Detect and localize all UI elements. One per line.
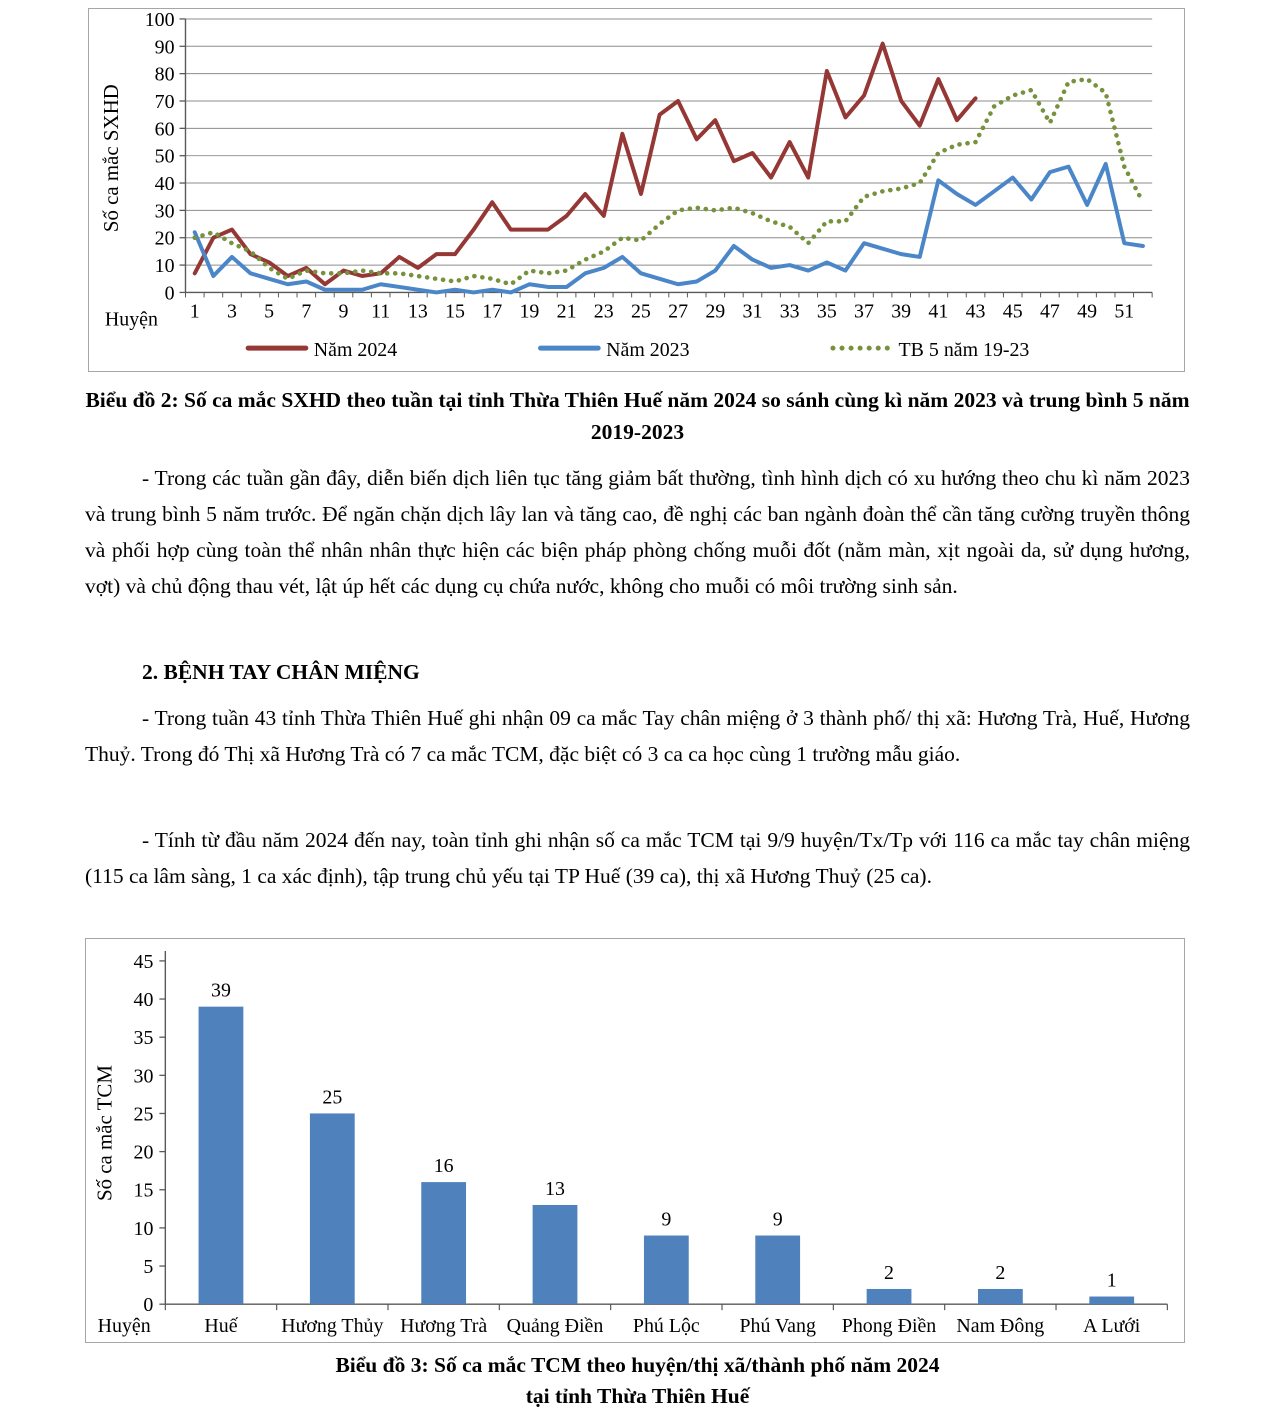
tcm-district-bar-chart [85, 938, 1185, 1343]
y-tick-label: 30 [154, 200, 175, 223]
bar-value-label: 1 [1106, 1269, 1117, 1292]
y-tick-label: 40 [154, 173, 175, 196]
tcm-bar-chart-svg [86, 939, 1184, 1342]
bar-3 [533, 1205, 578, 1304]
y-tick-label: 100 [144, 9, 175, 31]
y-tick-label: 5 [143, 1256, 154, 1279]
x-tick-label: 17 [482, 300, 503, 323]
x-tick-label: 49 [1077, 300, 1098, 323]
x-tick-label: 47 [1039, 300, 1060, 323]
y-tick-label: 0 [164, 282, 175, 305]
y-tick-label: 70 [154, 90, 175, 113]
bar-value-label: 13 [545, 1178, 565, 1201]
x-tick-label: 5 [264, 300, 275, 323]
category-label: Hương Trà [400, 1315, 488, 1338]
x-tick-label: 7 [301, 300, 312, 323]
legend-label-nam-2023: Năm 2023 [606, 339, 690, 362]
bar-6 [867, 1289, 912, 1304]
y-tick-label: 10 [133, 1217, 154, 1240]
x-tick-label: 33 [779, 300, 800, 323]
y-tick-label: 0 [143, 1294, 154, 1317]
x-axis-title: Huyện [104, 308, 158, 331]
category-label: Quảng Điền [506, 1315, 604, 1338]
y-tick-label: 80 [154, 63, 175, 86]
category-label: A Lưới [1083, 1315, 1141, 1338]
x-tick-label: 39 [891, 300, 912, 323]
y-tick-label: 10 [154, 255, 175, 278]
x-tick-label: 15 [445, 300, 465, 323]
x-tick-label: 1 [189, 300, 200, 323]
y-tick-label: 20 [154, 227, 175, 250]
bar-4 [644, 1236, 689, 1305]
y-tick-label: 35 [133, 1027, 154, 1050]
x-tick-label: 11 [371, 300, 391, 323]
category-label: Phong Điền [841, 1315, 937, 1338]
bar-value-label: 9 [661, 1208, 672, 1231]
x-tick-label: 27 [668, 300, 689, 323]
bar-5 [755, 1236, 800, 1305]
bar-value-label: 2 [995, 1261, 1006, 1284]
y-axis-title: Số ca mắc TCM [92, 1065, 117, 1201]
y-tick-label: 45 [133, 950, 154, 973]
y-tick-label: 90 [154, 36, 175, 59]
bar-value-label: 9 [772, 1208, 783, 1231]
category-label: Phú Lộc [632, 1315, 700, 1338]
bar-value-label: 16 [433, 1155, 454, 1178]
chart3-caption-line2: tại tỉnh Thừa Thiên Huế [525, 1384, 750, 1408]
dengue-weekly-line-chart [88, 8, 1185, 372]
x-tick-label: 31 [742, 300, 763, 323]
x-tick-label: 41 [928, 300, 949, 323]
bar-2 [421, 1182, 466, 1304]
chart3-caption [85, 1350, 1190, 1412]
dengue-paragraph: - Trong các tuần gần đây, diễn biến dịch liên tục tăng giảm bất thường, tình hình dịch có xu hướng theo chu kì năm 2023 và trung bình 5 năm trước. Để ngăn chặn dịch lây lan và tăng cao, đề nghị các ban ngành đoàn thể cần tăng cường truyền thông và phối hợp cùng toàn thể nhân nhân thực hiện các biện pháp phòng chống muỗi đốt (nằm màn, xịt ngoài da, sử dụng hương, vợt) và chủ động thau vét, lật úp hết các dụng cụ chứa nước, không cho muỗi có môi trường sinh sản. [85, 466, 1190, 598]
dengue-line-chart-svg [89, 9, 1184, 371]
chart2-caption: Biểu đồ 2: Số ca mắc SXHD theo tuần tại tỉnh Thừa Thiên Huế năm 2024 so sánh cùng kì năm 2023 và trung bình 5 năm 2019-2023 [85, 388, 1190, 444]
x-tick-label: 29 [705, 300, 726, 323]
y-tick-label: 60 [154, 118, 175, 141]
x-tick-label: 35 [816, 300, 837, 323]
bar-value-label: 2 [884, 1261, 894, 1284]
tcm-year-paragraph: - Tính từ đầu năm 2024 đến nay, toàn tỉnh ghi nhận số ca mắc TCM tại 9/9 huyện/Tx/Tp với 116 ca mắc tay chân miệng (115 ca lâm sàng, 1 ca xác định), tập trung chủ yếu tại TP Huế (39 ca), thị xã Hương Thuỷ (25 ca). [85, 828, 1190, 888]
tcm-section-heading: 2. BỆNH TAY CHÂN MIỆNG [142, 660, 420, 684]
x-tick-label: 23 [593, 300, 614, 323]
x-tick-label: 43 [965, 300, 986, 323]
bar-0 [199, 1007, 244, 1305]
category-label: Phú Vang [739, 1315, 816, 1338]
x-tick-label: 45 [1002, 300, 1023, 323]
legend-label-nam-2024: Năm 2024 [313, 339, 398, 362]
y-tick-label: 25 [133, 1103, 154, 1126]
y-tick-label: 30 [133, 1065, 154, 1088]
category-label: Nam Đông [956, 1315, 1045, 1338]
x-tick-label: 21 [556, 300, 577, 323]
y-tick-label: 15 [133, 1179, 154, 1202]
x-tick-label: 25 [630, 300, 651, 323]
category-label: Hương Thủy [281, 1315, 384, 1338]
x-tick-label: 13 [407, 300, 428, 323]
y-tick-label: 40 [133, 989, 154, 1012]
x-tick-label: 9 [338, 300, 349, 323]
legend-label-tb-5-nam-19-23: TB 5 năm 19-23 [898, 339, 1030, 362]
tcm-week-paragraph: - Trong tuần 43 tỉnh Thừa Thiên Huế ghi nhận 09 ca mắc Tay chân miệng ở 3 thành phố/ thị xã: Hương Trà, Huế, Hương Thuỷ. Trong đó Thị xã Hương Trà có 7 ca mắc TCM, đặc biệt có 3 ca ca học cùng 1 trường mẫu giáo. [85, 706, 1190, 766]
chart3-caption-line1: Biểu đồ 3: Số ca mắc TCM theo huyện/thị xã/thành phố năm 2024 [335, 1353, 940, 1377]
y-tick-label: 50 [154, 145, 175, 168]
x-tick-label: 37 [854, 300, 874, 323]
y-axis-title: Số ca mắc SXHD [98, 84, 123, 233]
category-label: Huế [204, 1315, 238, 1338]
x-tick-label: 3 [226, 300, 237, 323]
x-axis-title: Huyện [97, 1315, 151, 1338]
bar-8 [1089, 1297, 1134, 1305]
bar-7 [978, 1289, 1023, 1304]
bar-value-label: 39 [211, 979, 231, 1002]
bar-value-label: 25 [322, 1086, 343, 1109]
x-tick-label: 19 [519, 300, 540, 323]
y-tick-label: 20 [133, 1141, 154, 1164]
x-tick-label: 51 [1114, 300, 1135, 323]
bar-1 [310, 1113, 355, 1304]
